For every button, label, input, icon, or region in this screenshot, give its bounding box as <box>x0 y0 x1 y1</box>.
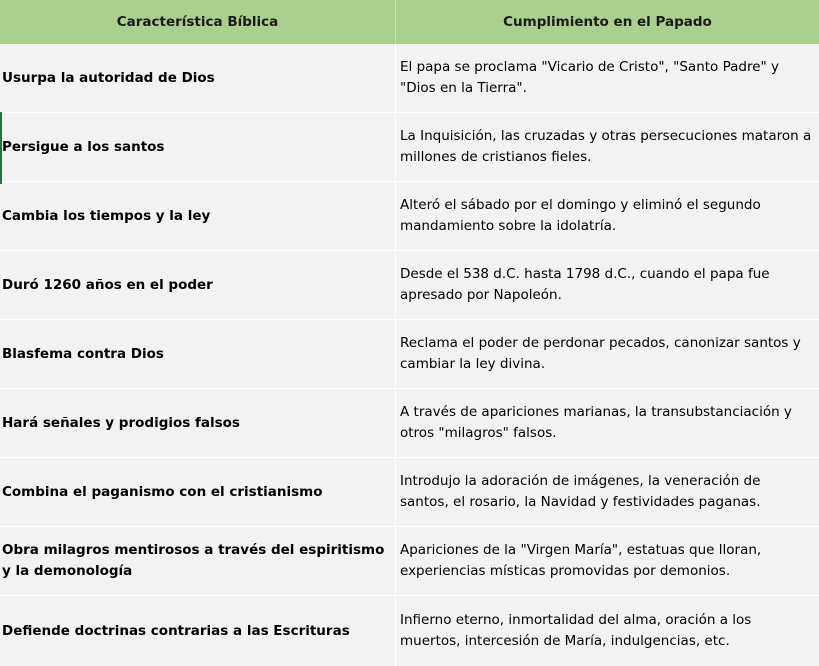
cell-selection-indicator <box>0 112 2 184</box>
cell-fulfillment[interactable]: Reclama el poder de perdonar pecados, canonizar santos y cambiar la ley divina. <box>400 335 801 372</box>
cell-trait[interactable]: Blasfema contra Dios <box>0 320 396 388</box>
table-body <box>0 44 819 666</box>
cell-trait[interactable]: Defiende doctrinas contrarias a las Escrituras <box>0 596 396 666</box>
cell-fulfillment[interactable]: Desde el 538 d.C. hasta 1798 d.C., cuando el papa fue apresado por Napoleón. <box>400 266 770 303</box>
table-row <box>0 527 819 596</box>
cell-trait[interactable]: Obra milagros mentirosos a través del espiritismo y la demonología <box>0 527 396 595</box>
cell-trait[interactable]: Duró 1260 años en el poder <box>0 251 396 319</box>
cell-fulfillment[interactable]: Introdujo la adoración de imágenes, la veneración de santos, el rosario, la Navidad y festividades paganas. <box>400 473 761 510</box>
header-cell-fulfillment[interactable]: Cumplimiento en el Papado <box>503 14 712 30</box>
table-header <box>0 0 819 44</box>
cell-fulfillment[interactable]: La Inquisición, las cruzadas y otras persecuciones mataron a millones de cristianos fieles. <box>400 128 812 165</box>
cell-trait[interactable]: Cambia los tiempos y la ley <box>0 182 396 250</box>
table-row <box>0 389 819 458</box>
table-row <box>0 458 819 527</box>
header-cell-characteristic[interactable]: Característica Bíblica <box>0 0 396 44</box>
cell-fulfillment[interactable]: Alteró el sábado por el domingo y eliminó el segundo mandamiento sobre la idolatría. <box>400 197 761 234</box>
cell-trait[interactable]: Persigue a los santos <box>0 113 396 181</box>
cell-fulfillment[interactable]: El papa se proclama "Vicario de Cristo", "Santo Padre" y "Dios en la Tierra". <box>400 59 780 96</box>
cell-trait[interactable]: Hará señales y prodigios falsos <box>0 389 396 457</box>
cell-trait[interactable]: Usurpa la autoridad de Dios <box>0 44 396 112</box>
table-row <box>0 113 819 182</box>
cell-fulfillment[interactable]: Apariciones de la "Virgen María", estatuas que lloran, experiencias místicas promovidas por demonios. <box>400 542 762 579</box>
table-row <box>0 44 819 113</box>
cell-fulfillment[interactable]: A través de apariciones marianas, la transubstanciación y otros "milagros" falsos. <box>400 404 792 441</box>
cell-trait[interactable]: Combina el paganismo con el cristianismo <box>0 458 396 526</box>
table-row <box>0 596 819 666</box>
table-row <box>0 251 819 320</box>
table-row <box>0 182 819 251</box>
cell-fulfillment[interactable]: Infierno eterno, inmortalidad del alma, oración a los muertos, intercesión de María, indulgencias, etc. <box>400 612 752 649</box>
table-row <box>0 320 819 389</box>
